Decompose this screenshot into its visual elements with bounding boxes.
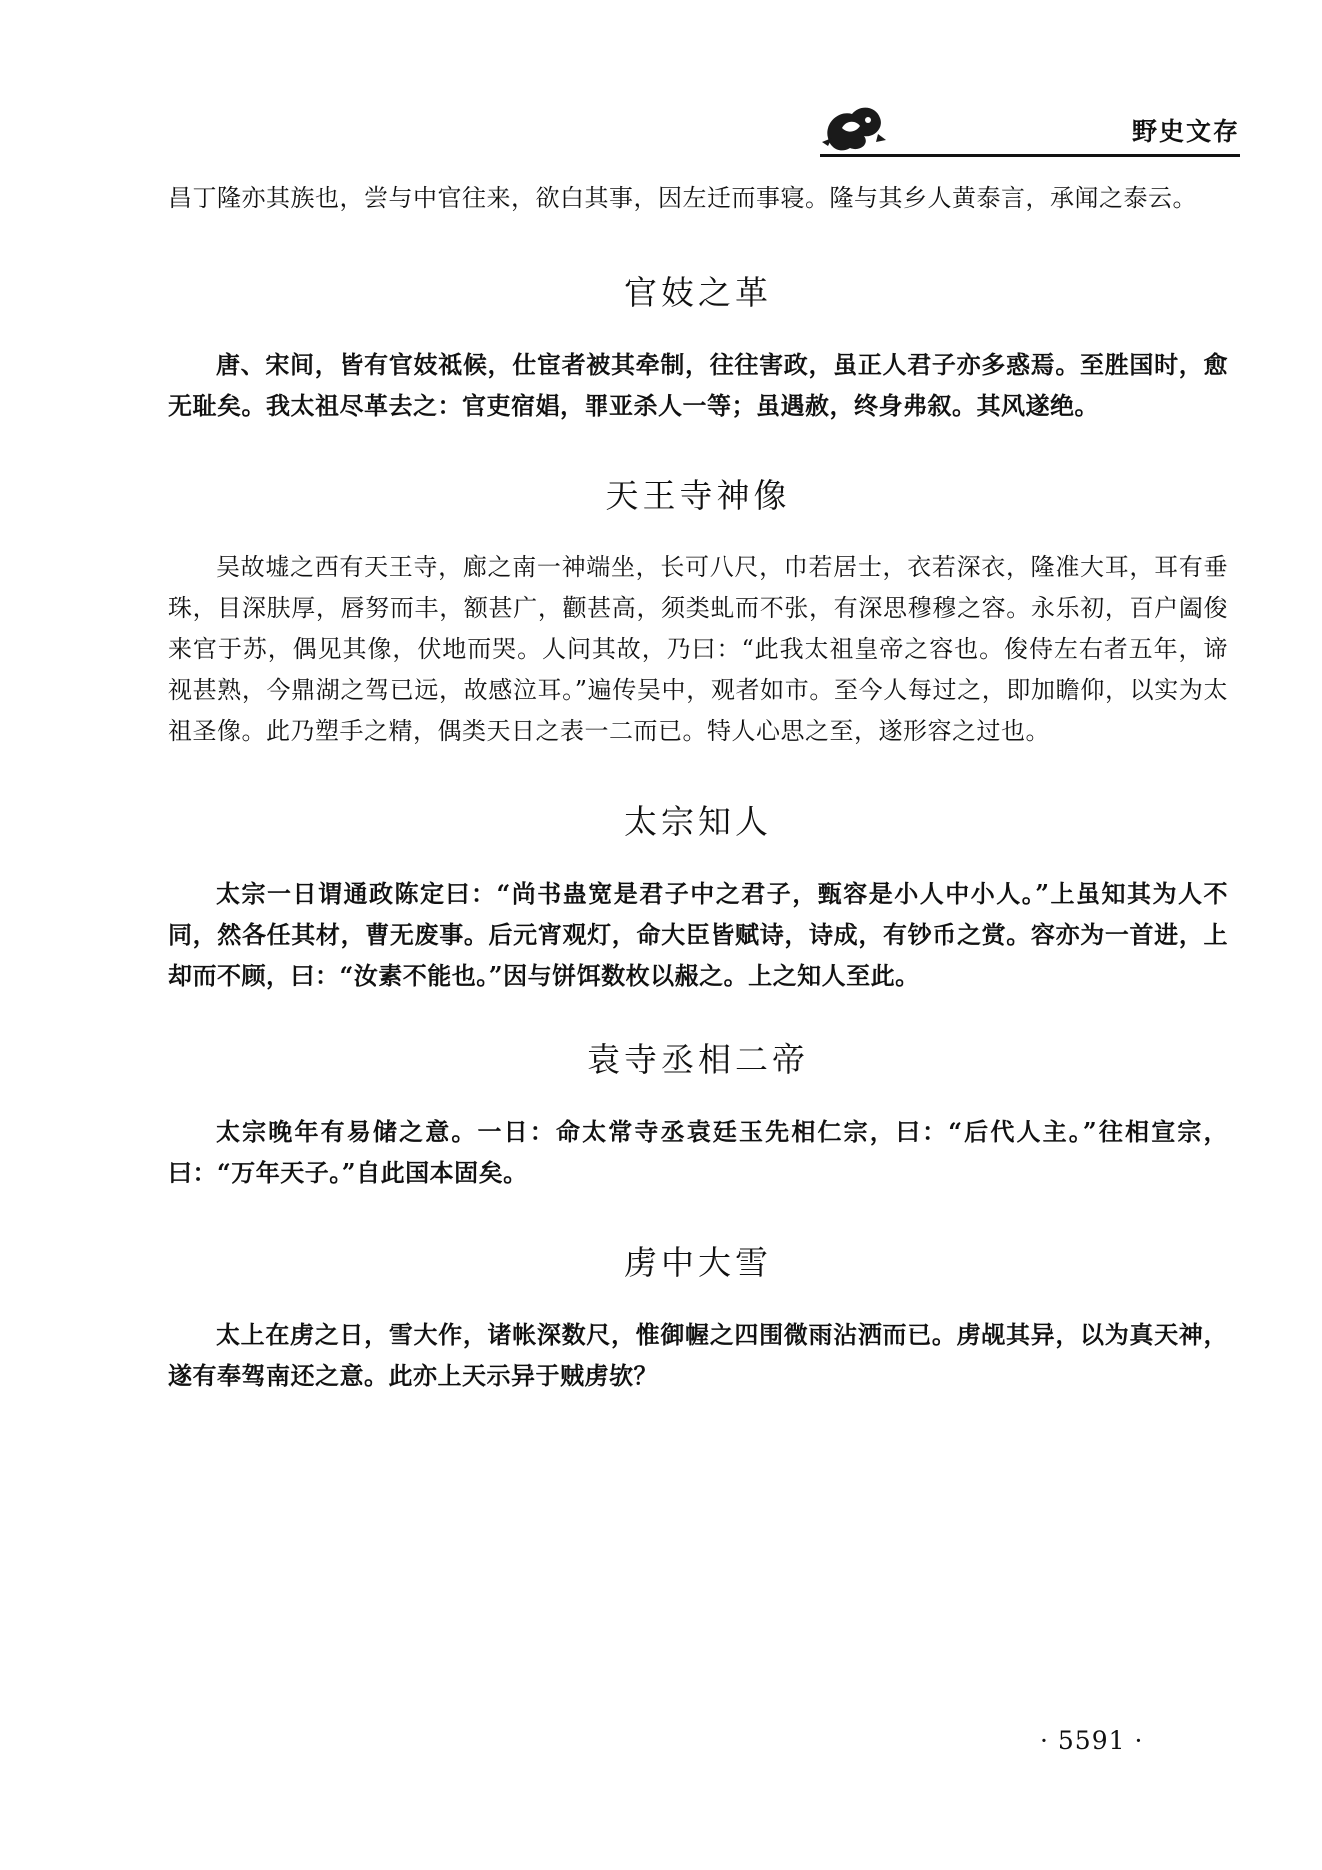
section-paragraph: 吴故墟之西有天王寺，廊之南一神端坐，长可八尺，巾若居士，衣若深衣，隆准大耳，耳有垂珠，目深肤厚，唇努而丰，额甚广，颧甚高，须类虬而不张，有深思穆穆之容。永乐初，百户阖俊来官于苏，偶见其像，伏地而哭。人问其故，乃曰：“此我太祖皇帝之容也。俊侍左右者五年，谛视甚熟，今鼎湖之驾已远，故感泣耳。”遍传吴中，观者如市。至今人每过之，即加瞻仰，以实为太祖圣像。此乃塑手之精，偶类天日之表一二而已。特人心思之至，遂形容之过也。	[168, 553, 1228, 745]
page-number: · 5591 ·	[1040, 1726, 1144, 1755]
header-divider	[820, 154, 1240, 157]
section-title: 太宗知人	[624, 802, 772, 841]
section-paragraph: 太上在虏之日，雪大作，诸帐深数尺，惟御幄之四围微雨沾洒而已。虏觇其异，以为真天神，遂有奉驾南还之意。此亦上天示异于贼虏欤？	[168, 1320, 1228, 1390]
continuation-paragraph: 昌丁隆亦其族也，尝与中官往来，欲白其事，因左迁而事寝。隆与其乡人黄泰言，承闻之泰云。	[168, 184, 1197, 212]
running-header	[820, 98, 1240, 160]
main-content	[168, 178, 1228, 1396]
section-title: 官妓之革	[624, 273, 772, 312]
section-paragraph: 太宗一日谓通政陈定曰：“尚书蛊宽是君子中之君子，甄容是小人中小人。”上虽知其为人不同，然各任其材，曹无废事。后元宵观灯，命大臣皆赋诗，诗成，有钞币之赏。容亦为一首进，上却而不顾，曰：“汝素不能也。”因与饼饵数枚以赧之。上之知人至此。	[168, 879, 1228, 990]
section-title: 天王寺神像	[605, 476, 791, 515]
dragon-emblem-icon	[820, 98, 888, 158]
section-title: 袁寺丞相二帝	[587, 1040, 809, 1079]
section-paragraph: 唐、宋间，皆有官妓祗候，仕宦者被其牵制，往往害政，虽正人君子亦多惑焉。至胜国时，愈无耻矣。我太祖尽革去之：官吏宿娼，罪亚杀人一等；虽遇赦，终身弗叙。其风遂绝。	[168, 350, 1228, 420]
section-title: 虏中大雪	[624, 1243, 772, 1282]
header-title: 野史文存	[1131, 117, 1240, 146]
section-paragraph: 太宗晚年有易储之意。一日：命太常寺丞袁廷玉先相仁宗，曰：“后代人主。”往相宣宗，曰：“万年天子。”自此国本固矣。	[168, 1117, 1228, 1187]
